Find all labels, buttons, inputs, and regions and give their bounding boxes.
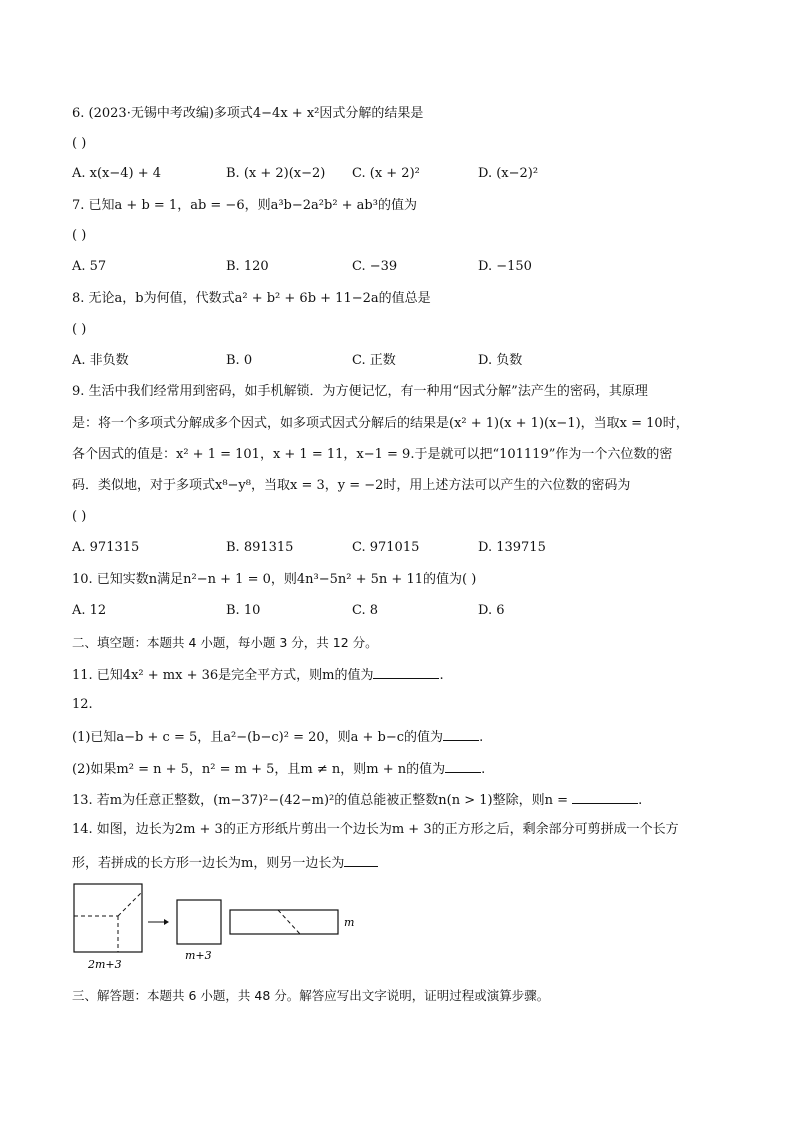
q12-part-2	[72, 758, 485, 780]
q14-line-2	[72, 852, 378, 874]
q10-option-b: B. 10	[226, 603, 261, 618]
q8-stem: 8. 无论a，b为何值，代数式a² + b² + 6b + 11−2a的值总是	[72, 291, 431, 306]
q12-part-1	[72, 726, 483, 748]
q11	[72, 664, 444, 686]
q9-option-d: D. 139715	[478, 540, 546, 555]
q14-answer-blank[interactable]	[344, 852, 378, 867]
section-2-heading: 二、填空题：本题共 4 小题，每小题 3 分，共 12 分。	[72, 635, 378, 650]
q7-paren: ( )	[72, 228, 87, 243]
q6-stem: 6. (2023·无锡中考改编)多项式4−4x + x²因式分解的结果是	[72, 106, 424, 121]
q12-part-1-answer-blank[interactable]	[443, 726, 479, 741]
label-2m-plus-3: 2m+3	[88, 958, 122, 971]
label-m: m	[344, 916, 355, 929]
q6-paren: ( )	[72, 136, 87, 151]
big-square	[74, 884, 142, 952]
q8-option-b: B. 0	[226, 353, 253, 368]
q7-option-d: D. −150	[478, 259, 532, 274]
rect-cut-line	[278, 910, 300, 934]
q10-option-c: C. 8	[352, 603, 379, 618]
q13-period: .	[638, 793, 643, 808]
q12-number: 12.	[72, 697, 93, 712]
q6-option-c: C. (x + 2)²	[352, 166, 420, 181]
long-rectangle	[230, 910, 338, 934]
q14-figure	[72, 882, 372, 974]
q9-line-3: 各个因式的值是：x² + 1 = 101，x + 1 = 11，x−1 = 9.于是就可以把“101119”作为一个六位数的密	[72, 447, 673, 462]
q6-option-a: A. x(x−4) + 4	[72, 166, 162, 181]
section-3-heading: 三、解答题：本题共 6 小题，共 48 分。解答应写出文字说明，证明过程或演算步骤。	[72, 988, 550, 1003]
q8-option-a: A. 非负数	[72, 353, 129, 368]
q11-text: 11. 已知4x² + mx + 36是完全平方式，则m的值为	[72, 668, 374, 683]
arrow-icon	[164, 919, 169, 925]
q9-option-c: C. 971015	[352, 540, 420, 555]
label-m-plus-3: m+3	[185, 949, 212, 962]
q6-option-b: B. (x + 2)(x−2)	[226, 166, 326, 181]
q9-line-2: 是：将一个多项式分解成多个因式，如多项式因式分解后的结果是(x² + 1)(x + 1)(x−1)，当取x = 10时，	[72, 416, 689, 431]
q11-period: .	[439, 668, 444, 683]
q9-paren: ( )	[72, 509, 87, 524]
q14-line-1: 14. 如图，边长为2m + 3的正方形纸片剪出一个边长为m + 3的正方形之后，剩余部分可剪拼成一个长方	[72, 822, 679, 837]
q11-answer-blank[interactable]	[373, 664, 439, 679]
q12-part-2-answer-blank[interactable]	[445, 758, 481, 773]
q12-part-1-period: .	[479, 730, 484, 745]
q14-line-2-text: 形，若拼成的长方形一边长为m，则另一边长为	[72, 856, 345, 871]
small-square	[177, 900, 221, 944]
q9-line-4: 码．类似地，对于多项式x⁸−y⁸，当取x = 3，y = −2时，用上述方法可以产生的六位数的密码为	[72, 478, 631, 493]
q7-option-c: C. −39	[352, 259, 398, 274]
q7-stem: 7. 已知a + b = 1，ab = −6，则a³b−2a²b² + ab³的值为	[72, 198, 417, 213]
q12-part-2-period: .	[481, 762, 486, 777]
q9-option-b: B. 891315	[226, 540, 294, 555]
q12-part-1-text: (1)已知a−b + c = 5，且a²−(b−c)² = 20，则a + b−c的值为	[72, 730, 444, 745]
q9-option-a: A. 971315	[72, 540, 140, 555]
q12-part-2-text: (2)如果m² = n + 5，n² = m + 5，且m ≠ n，则m + n的值为	[72, 762, 446, 777]
cut-line-diagonal	[118, 892, 142, 916]
q10-stem: 10. 已知实数n满足n²−n + 1 = 0，则4n³−5n² + 5n + 11的值为( )	[72, 572, 477, 587]
q8-paren: ( )	[72, 322, 87, 337]
q13-text: 13. 若m为任意正整数，(m−37)²−(42−m)²的值总能被正整数n(n > 1)整除，则n =	[72, 793, 568, 808]
q7-option-b: B. 120	[226, 259, 269, 274]
q10-option-a: A. 12	[72, 603, 107, 618]
q13	[72, 789, 642, 811]
q13-answer-blank[interactable]	[572, 789, 638, 804]
q10-option-d: D. 6	[478, 603, 505, 618]
q9-line-1: 9. 生活中我们经常用到密码，如手机解锁．为方便记忆，有一种用“因式分解”法产生的密码，其原理	[72, 384, 648, 399]
q8-option-d: D. 负数	[478, 353, 523, 368]
q6-option-d: D. (x−2)²	[478, 166, 539, 181]
q7-option-a: A. 57	[72, 259, 107, 274]
q8-option-c: C. 正数	[352, 353, 396, 368]
